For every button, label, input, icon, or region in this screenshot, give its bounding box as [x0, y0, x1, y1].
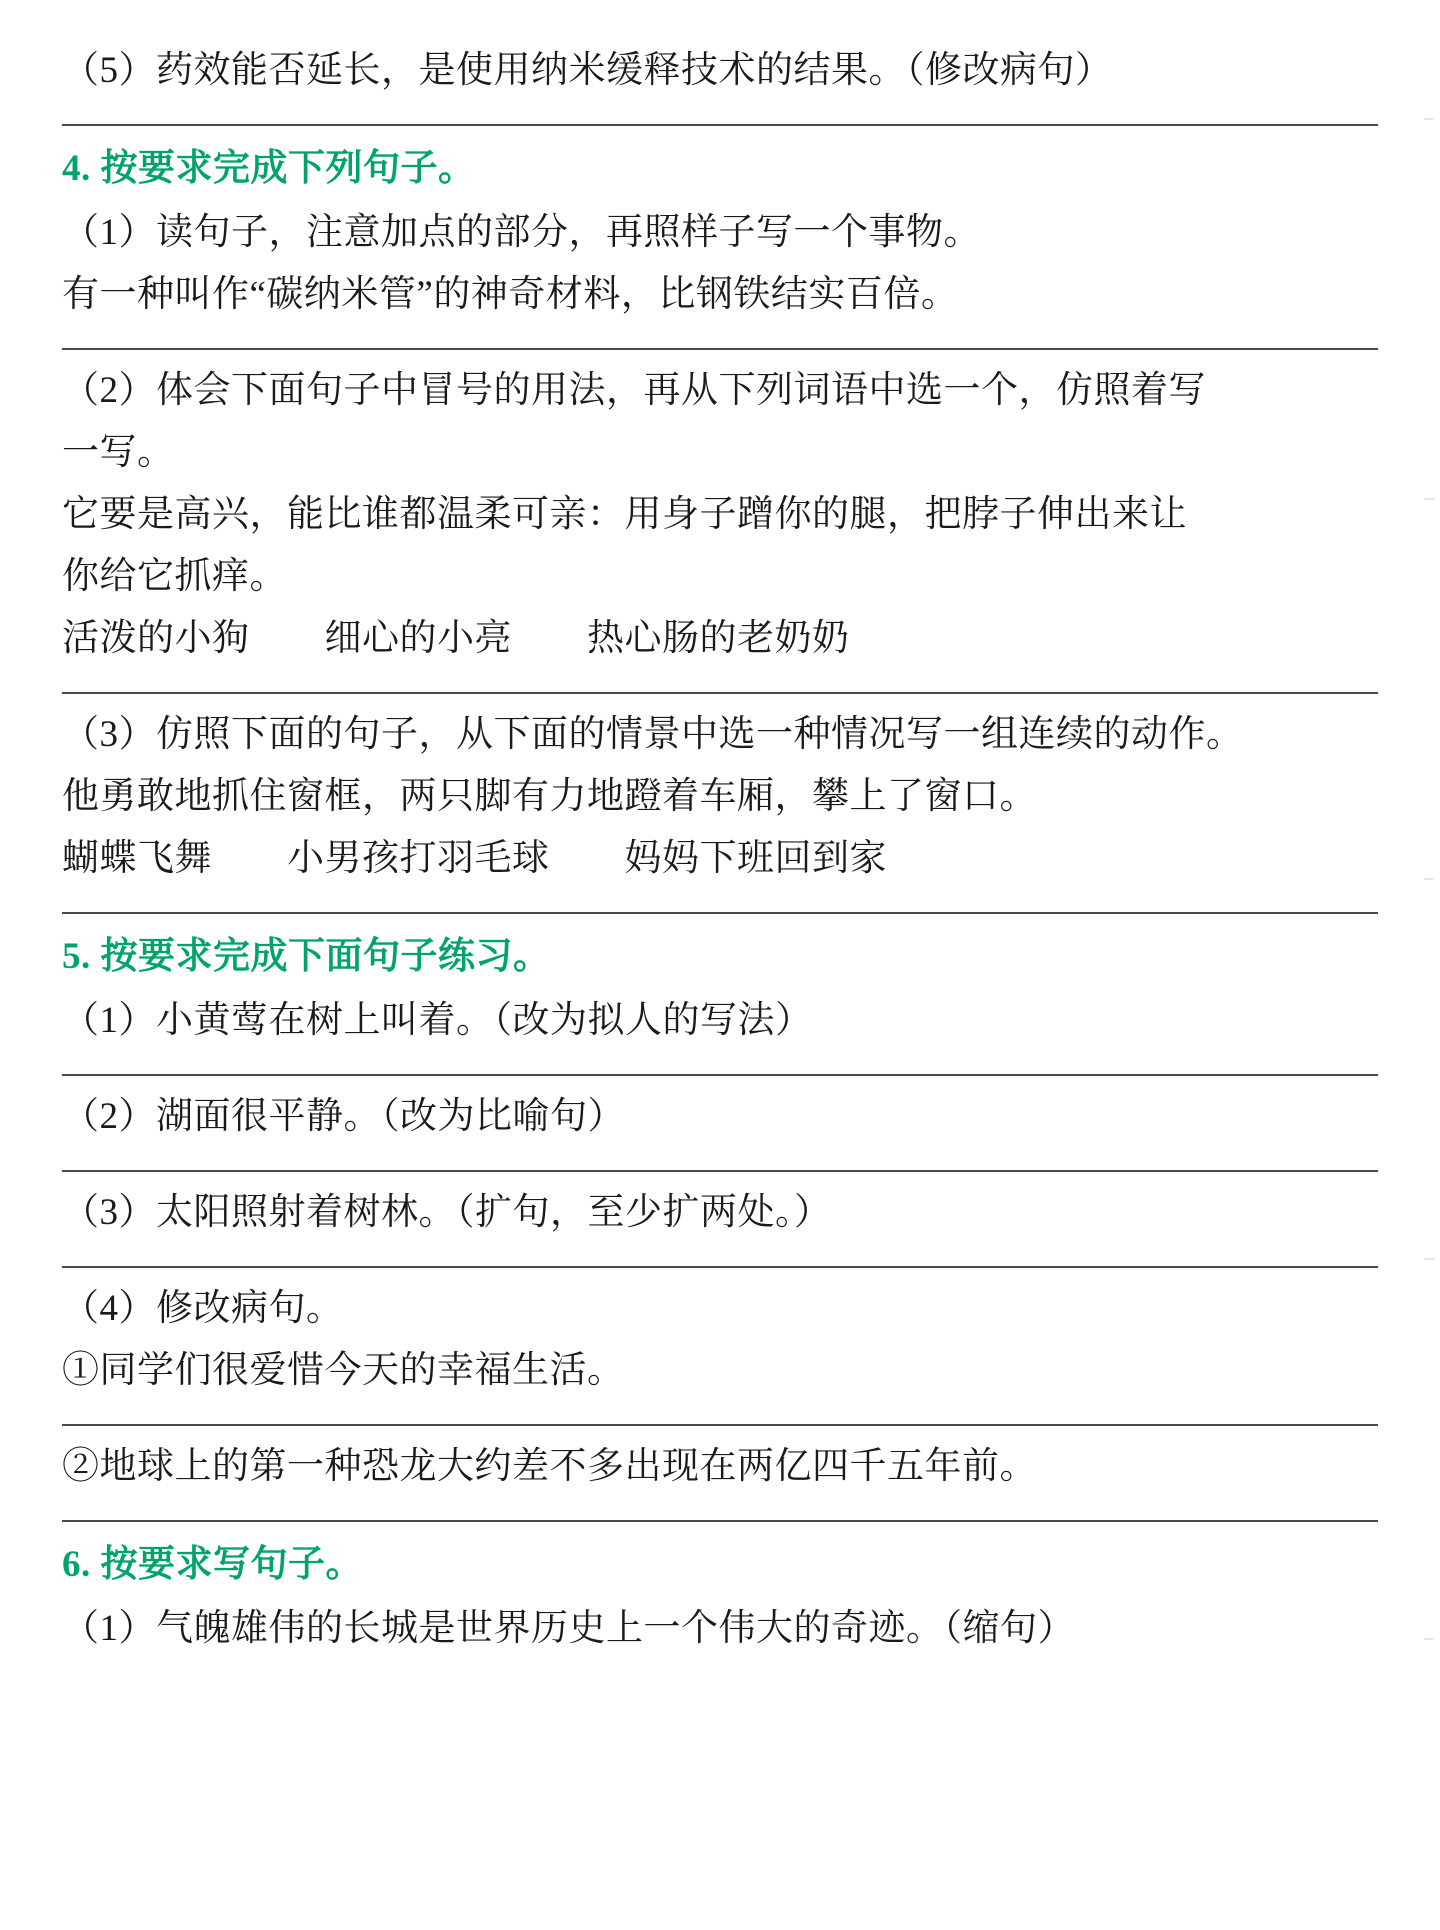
text-line: （1）小黄莺在树上叫着。（改为拟人的写法）	[62, 1000, 813, 1041]
page-edge-mark	[1424, 878, 1434, 880]
text-line: ②地球上的第一种恐龙大约差不多出现在两亿四千五年前。	[62, 1446, 1037, 1487]
page-edge-mark	[1424, 1638, 1434, 1640]
answer-rule	[62, 124, 1378, 126]
text-line: 蝴蝶飞舞 小男孩打羽毛球 妈妈下班回到家	[62, 838, 887, 879]
page-edge-mark	[1424, 118, 1434, 120]
page-edge-mark	[1424, 1258, 1434, 1260]
text-line: （5）药效能否延长，是使用纳米缓释技术的结果。（修改病句）	[62, 50, 1113, 91]
answer-rule	[62, 1520, 1378, 1522]
section-heading: 5. 按要求完成下面句子练习。	[62, 936, 551, 977]
text-line: （4）修改病句。	[62, 1288, 344, 1329]
text-line: （3）太阳照射着树林。（扩句，至少扩两处。）	[62, 1192, 832, 1233]
answer-rule	[62, 1424, 1378, 1426]
answer-rule	[62, 1266, 1378, 1268]
text-line: ①同学们很爱惜今天的幸福生活。	[62, 1350, 625, 1391]
answer-rule	[62, 912, 1378, 914]
section-heading: 6. 按要求写句子。	[62, 1544, 363, 1585]
text-line: 他勇敢地抓住窗框，两只脚有力地蹬着车厢，攀上了窗口。	[62, 776, 1037, 817]
answer-rule	[62, 348, 1378, 350]
answer-rule	[62, 1074, 1378, 1076]
section-heading: 4. 按要求完成下列句子。	[62, 148, 476, 189]
answer-rule	[62, 692, 1378, 694]
worksheet-content	[62, 40, 1378, 1660]
text-line: 你给它抓痒。	[62, 556, 287, 597]
text-line: （1）气魄雄伟的长城是世界历史上一个伟大的奇迹。（缩句）	[62, 1608, 1075, 1649]
text-line: 一写。	[62, 432, 175, 473]
text-line: 活泼的小狗 细心的小亮 热心肠的老奶奶	[62, 618, 850, 659]
answer-rule	[62, 1170, 1378, 1172]
text-line: 有一种叫作“碳纳米管”的神奇材料，比钢铁结实百倍。	[62, 274, 959, 315]
page-edge-mark	[1424, 498, 1434, 500]
text-line: 它要是高兴，能比谁都温柔可亲：用身子蹭你的腿，把脖子伸出来让	[62, 494, 1187, 535]
text-line: （1）读句子，注意加点的部分，再照样子写一个事物。	[62, 212, 981, 253]
text-line: （2）湖面很平静。（改为比喻句）	[62, 1096, 625, 1137]
text-line: （2）体会下面句子中冒号的用法，再从下列词语中选一个，仿照着写	[62, 370, 1206, 411]
text-line: （3）仿照下面的句子，从下面的情景中选一种情况写一组连续的动作。	[62, 714, 1244, 755]
